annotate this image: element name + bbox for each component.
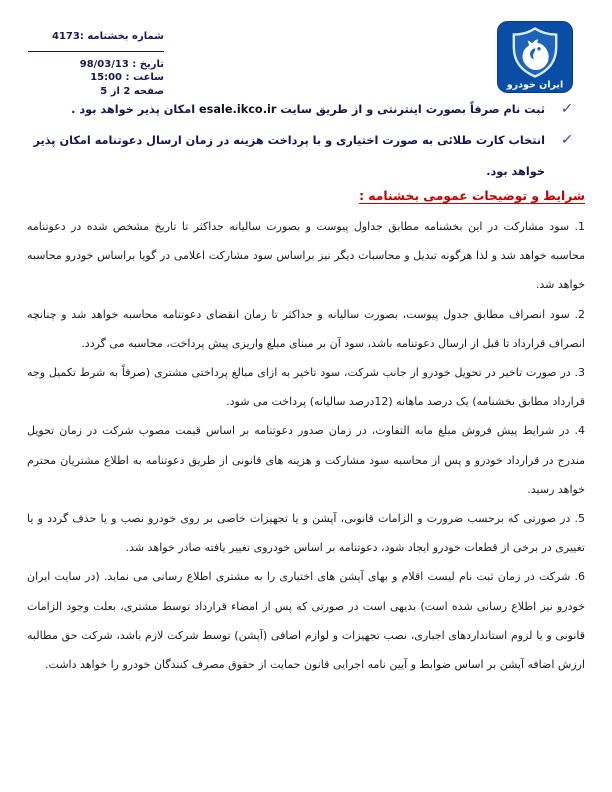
bullet-text-before: ثبت نام صرفاً بصورت اینترنتی و از طریق سایت (276, 103, 545, 116)
ikco-horse-shield-icon (497, 21, 573, 93)
bullet-text-after: امکان پذیر خواهد بود . (71, 103, 200, 116)
header-info-block (28, 30, 164, 98)
bullet-list (27, 94, 585, 187)
circular-body (27, 212, 585, 679)
header-date: تاریخ : 98/03/13 (79, 58, 164, 70)
ikco-logo (497, 21, 573, 93)
header-page-number: صفحه 2 از 5 (100, 85, 164, 97)
bullet-online-registration (27, 94, 585, 125)
section-title: شرایط و توضیحات عمومی بخشنامه : (359, 189, 585, 203)
header-time: ساعت : 15:00 (90, 72, 164, 83)
clause-6: 6. شرکت در زمان ثبت نام لیست اقلام و بهای آپشن های اختیاری را به مشتری اطلاع رسانی می نماید. (در سایت ایران خودرو نیز اطلاع رسانی شده است) بدیهی است در صورتی که پس از امضاء قرارداد توسط مشتری، بعلت وجود الزامات قانونی و یا لزوم استانداردهای اجباری، نصب تجهیزات و لوازم اضافی (آپشن) توسط شرکت لازم باشد، شرکت حق مطالبه ارزش اضافه آپشن بر اساس ضوابط و آیین نامه اجرایی قانون حمایت از حقوق مصرف کنندگان خودرو را خواهد داشت. (27, 570, 585, 672)
clause-4: 4. در شرایط پیش فروش مبلغ مابه التفاوت، در زمان صدور دعوتنامه بر اساس قیمت مصوب شرکت در زمان تحویل مندرج در قرارداد خودرو و پس از محاسبه سود مشارکت و هزینه های قانونی از طریق دعوتنامه به اطلاع مشتریان محترم خواهد رسید. (27, 424, 585, 496)
bullet-gold-card (27, 125, 585, 187)
checkmark-icon: ✓ (560, 132, 575, 148)
circular-number: شماره بخشنامه :4173 (28, 30, 164, 52)
bullet-text (71, 103, 545, 116)
esale-site-address: esale.ikco.ir (199, 103, 277, 116)
clause-1: 1. سود مشارکت در این بخشنامه مطابق جداول پیوست و بصورت سالیانه حداکثر تا تاریخ مشخص شده در دعوتنامه محاسبه خواهد شد و لذا هرگونه تبدیل و محاسبات دیگر نیز براساس سود مشارکت اعلامی در گویا براساس خودرو محاسبه خواهد شد. (27, 220, 585, 292)
clause-3: 3. در صورت تاخیر در تحویل خودرو از جانب شرکت، سود تاخیر به ازای مبالغ پرداختی مشتری (صرفاً به شرط تکمیل وجه قرارداد مطابق بخشنامه) یک درصد ماهانه (12درصد سالیانه) پرداخت می شود. (27, 366, 585, 409)
checkmark-icon: ✓ (560, 101, 575, 117)
bullet-text: انتخاب کارت طلائی به صورت اختیاری و با پرداخت هزینه در زمان ارسال دعوتنامه امکان پذیر خواهد بود. (33, 134, 545, 178)
clause-5: 5. در صورتی که برحسب ضرورت و الزامات قانونی، آپشن و یا تجهیزات خاصی بر روی خودرو نصب و یا حذف گردد و یا تغییری در برخی از قطعات خودرو ایجاد شود، دعوتنامه بر اساس خودروی تغییر یافته صادر خواهد شد. (27, 512, 585, 555)
ikco-logo-wordmark: ایران خودرو (506, 79, 564, 91)
clause-2: 2. سود انصراف مطابق جدول پیوست، بصورت سالیانه و حداکثر تا زمان انقضای دعوتنامه محاسبه خواهد شد و چنانچه انصراف قرارداد تا قبل از ارسال دعوتنامه باشد، سود آن بر مبنای مبلغ واریزی پیش پرداخت، محاسبه می گردد. (27, 307, 585, 350)
